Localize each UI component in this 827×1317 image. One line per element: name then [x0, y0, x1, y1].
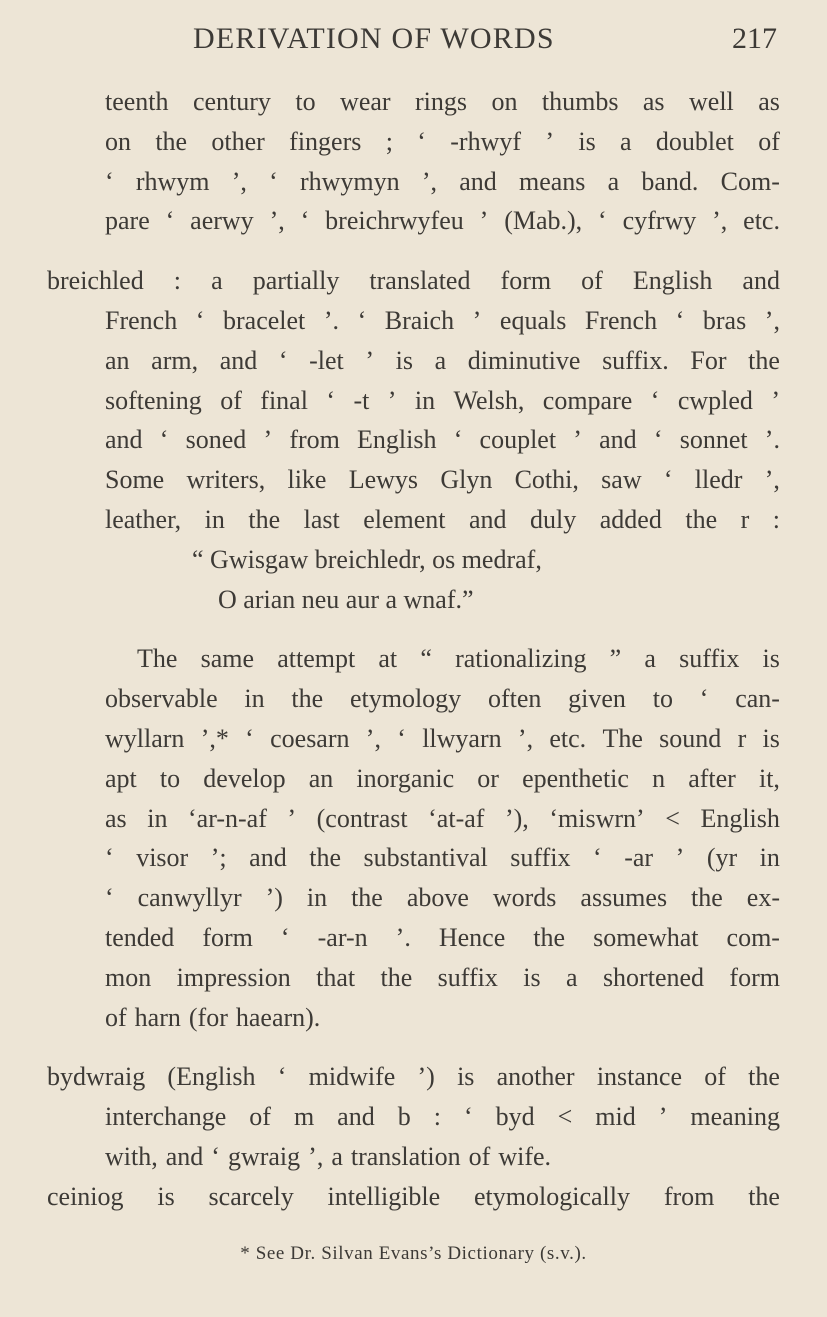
footnote: * See Dr. Silvan Evans’s Dictionary (s.v.).	[240, 1243, 587, 1264]
text-line: an arm, and ‘ -let ’ is a diminutive suffix. For the	[105, 345, 780, 375]
verse-line: O arian neu aur a wnaf.”	[218, 584, 474, 614]
running-title: DERIVATION OF WORDS	[193, 22, 555, 55]
text-line: as in ‘ar-n-af ’ (contrast ‘at-af ’), ‘miswrn’ < English	[105, 803, 780, 833]
text-line: ‘ rhwym ’, ‘ rhwymyn ’, and means a band. Com-	[105, 166, 780, 196]
text-line: observable in the etymology often given to ‘ can-	[105, 684, 780, 714]
text-line: teenth century to wear rings on thumbs as well as	[105, 87, 780, 116]
text-line: ‘ visor ’; and the substantival suffix ‘ -ar ’ (yr in	[105, 843, 780, 873]
text-line: mon impression that the suffix is a shortened form	[105, 962, 780, 992]
text-line: pare ‘ aerwy ’, ‘ breichrwyfeu ’ (Mab.), ‘ cyfrwy ’, etc.	[105, 206, 780, 236]
entry-first-line: bydwraig (English ‘ midwife ’) is another instance of the	[47, 1062, 780, 1092]
page-number: 217	[732, 22, 777, 55]
verse-line: “ Gwisgaw breichledr, os medraf,	[192, 544, 542, 574]
text-line: tended form ‘ -ar-n ’. Hence the somewhat com-	[105, 922, 780, 952]
text-line: interchange of m and b : ‘ byd < mid ’ meaning	[105, 1102, 780, 1132]
text-line: on the other fingers ; ‘ -rhwyf ’ is a doublet of	[105, 126, 780, 156]
text-line: with, and ‘ gwraig ’, a translation of wife.	[105, 1141, 552, 1171]
text-line: leather, in the last element and duly added the r :	[105, 504, 780, 534]
page-header	[0, 22, 827, 62]
entry-first-line: breichled : a partially translated form of English and	[47, 266, 780, 296]
body-text	[47, 82, 780, 1217]
text-line: apt to develop an inorganic or epenthetic n after it,	[105, 763, 780, 793]
text-line: wyllarn ’,* ‘ coesarn ’, ‘ llwyarn ’, etc. The sound r is	[105, 723, 780, 753]
text-line: ‘ canwyllyr ’) in the above words assumes the ex-	[105, 883, 780, 913]
text-line: of harn (for haearn).	[105, 1002, 321, 1032]
text-line: Some writers, like Lewys Glyn Cothi, saw ‘ lledr ’,	[105, 465, 780, 495]
text-line: softening of final ‘ -t ’ in Welsh, compare ‘ cwpled ’	[105, 385, 780, 415]
text-line: French ‘ bracelet ’. ‘ Braich ’ equals French ‘ bras ’,	[105, 305, 780, 335]
paragraph-first-line: The same attempt at “ rationalizing ” a suffix is	[137, 644, 780, 674]
entry-first-line: ceiniog is scarcely intelligible etymologically from the	[47, 1181, 780, 1211]
text-line: and ‘ soned ’ from English ‘ couplet ’ and ‘ sonnet ’.	[105, 425, 780, 455]
